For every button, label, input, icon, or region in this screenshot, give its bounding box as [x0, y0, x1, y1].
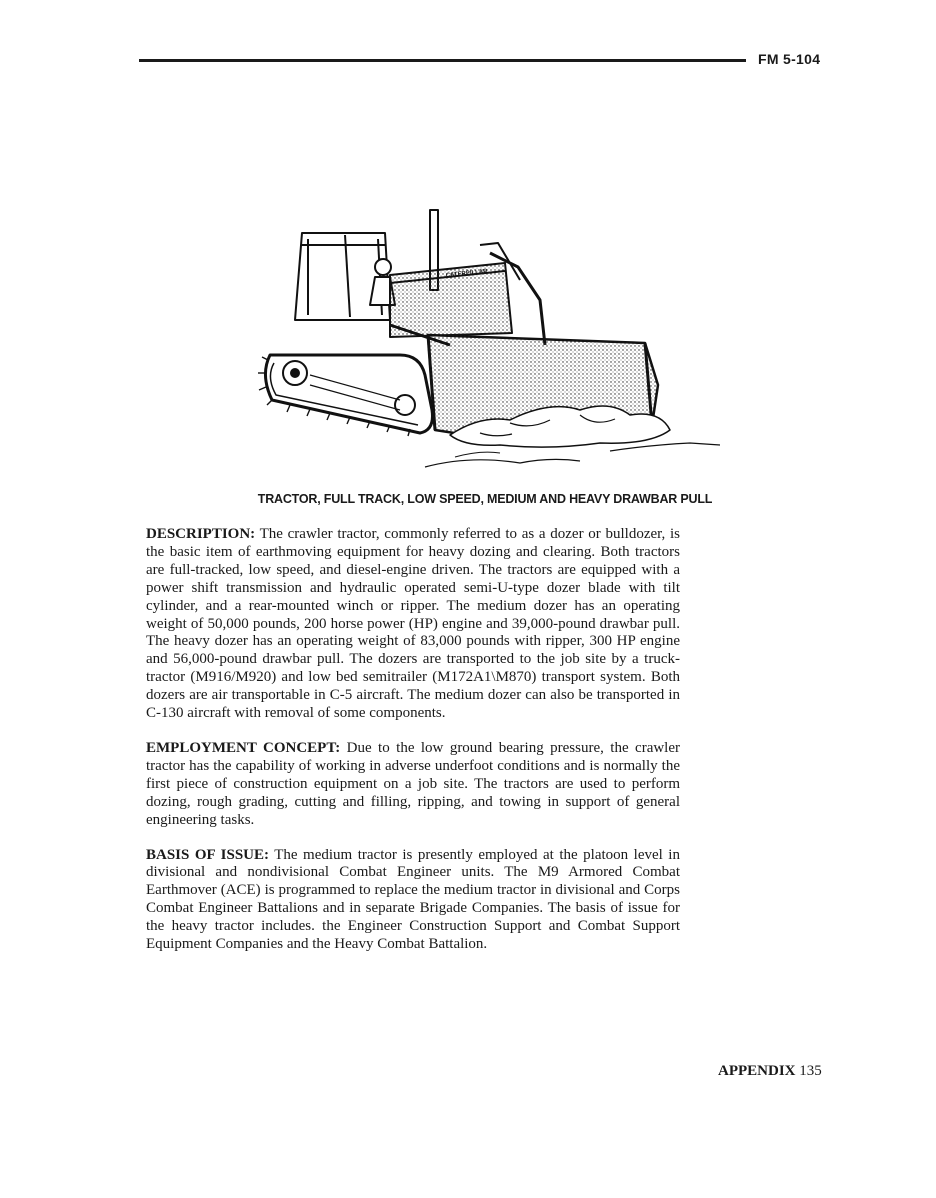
description-paragraph: [146, 526, 680, 723]
page-footer: [718, 1063, 822, 1080]
paragraph-heading: EMPLOYMENT CONCEPT:: [146, 739, 341, 756]
basis-of-issue-paragraph: [146, 847, 680, 954]
tractor-illustration: [250, 205, 730, 485]
document-id: FM 5-104: [758, 51, 821, 67]
paragraph-body: Due to the low ground bearing pressure, the crawler tractor has the capability of working in adverse underfoot conditions and is normally the first piece of construction equipment on a job site. The tractors are used to perform dozing, rough grading, cutting and filling, ripping, and towing in support of general engineering tasks.: [146, 739, 681, 828]
paragraph-body: The medium tractor is presently employed at the platoon level in divisional and nondivisional Combat Engineer units. The M9 Armored Combat Earthmover (ACE) is programmed to replace the medium tractor in divisional and Corps Combat Engineer Battalions and in separate Brigade Companies. The basis of issue for the heavy tractor includes. the Engineer Construction Support and Combat Support Equipment Companies and the Heavy Combat Battalion.: [146, 846, 680, 953]
brand-decal: CATERPILLAR: [445, 268, 488, 279]
paragraph-heading: BASIS OF ISSUE:: [146, 846, 269, 863]
employment-concept-paragraph: [146, 740, 680, 830]
header-rule: [139, 59, 746, 62]
figure-caption: TRACTOR, FULL TRACK, LOW SPEED, MEDIUM AND HEAVY DRAWBAR PULL: [257, 492, 713, 506]
paragraph-body: The crawler tractor, commonly referred to as a dozer or bulldozer, is the basic item of earthmoving equipment for heavy dozing and clearing. Both tractors are full-tracked, low speed, and diesel-engine driven. The tractors are equipped with a power shift transmission and hydraulic operated semi-U-type dozer blade with tilt cylinder, and a rear-mounted winch or ripper. The medium dozer has an operating weight of 50,000 pounds, 200 horse power (HP) engine and 39,000-pound drawbar pull. The heavy dozer has an operating weight of 83,000 pounds with ripper, 300 HP engine and 56,000-pound drawbar pull. The dozers are transported to the job site by a truck-tractor (M916/M920) and low bed semitrailer (M172A1\M870) transport system. Both dozers are air transportable in C-5 aircraft. The medium dozer can also be transported in C-130 aircraft with removal of some components.: [146, 526, 680, 722]
paragraph-heading: DESCRIPTION:: [146, 526, 256, 542]
page-number: 135: [799, 1063, 822, 1079]
body-text: [146, 526, 680, 971]
footer-section: APPENDIX: [718, 1063, 796, 1079]
